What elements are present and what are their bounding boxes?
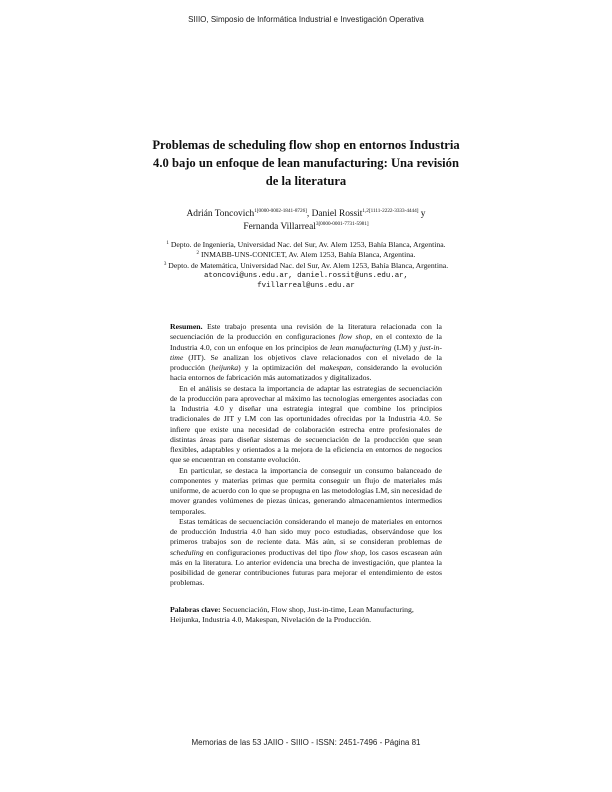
abstract-text: en configuraciones productivas del tipo [203, 547, 335, 557]
affiliation-marker: 3 [163, 261, 167, 267]
abstract-emphasis: makespan [319, 363, 351, 372]
abstract-text: ) y la optimización del [238, 363, 320, 372]
author-name: Daniel Rossit [311, 209, 363, 219]
abstract [170, 322, 442, 589]
affiliation-1 [110, 240, 502, 250]
abstract-emphasis: scheduling [170, 547, 204, 557]
title-line-2: 4.0 bajo un enfoque de lean manufacturing: Una revisión [153, 156, 459, 170]
affiliation-marker: 2 [196, 251, 200, 257]
affiliation-2 [110, 250, 502, 260]
abstract-text: Este trabajo presenta una revisión de la literatura relacionada con la secuenciación de la producción en configuraciones [170, 322, 442, 342]
abstract-paragraph-2: En el análisis se destaca la importancia de adaptar las estrategias de secuenciación de la producción para aprovechar al máximo las tecnologías emergentes asociadas con la Industria 4.0 y diseñar una estrategia integral que combine los principios tradicionales de JIT y LM con las oportunidades ofrecidas por la Industria 4.0. Se infiere que existe una necesidad de colaboración estrecha entre profesionales de distintas áreas para diseñar sistemas de secuenciación de la producción que sean flexibles, adaptables y orientados a la mejora de la eficiencia en entornos de negocios que se encuentran en constante evolución. [170, 383, 442, 465]
author-orcid: 1,2[1111-2222-3333-4444] [362, 208, 419, 214]
keywords [170, 605, 442, 626]
keywords-label: Palabras clave: [170, 605, 221, 614]
affiliation-marker: 1 [166, 241, 169, 246]
email-line-1: atoncovi@uns.edu.ar, daniel.rossit@uns.edu.ar, [203, 271, 408, 280]
abstract-emphasis: heijunka [211, 363, 239, 372]
abstract-label: Resumen. [170, 322, 203, 331]
author-name: Adrián Toncovich [186, 209, 255, 219]
paper-title [120, 136, 492, 190]
abstract-emphasis: lean manufacturing [330, 342, 392, 352]
title-line-3: de la literatura [265, 174, 347, 188]
abstract-emphasis: flow shop [334, 547, 366, 557]
title-line-1: Problemas de scheduling flow shop en entornos Industria [152, 138, 460, 152]
abstract-text: (JIT). Se analizan los objetivos clave relacionados con el nivelado de la producción ( [170, 352, 442, 372]
abstract-paragraph-1 [170, 322, 442, 384]
affiliation-text: INMABB-UNS-CONICET, Av. Alem 1253, Bahía Blanca, Argentina. [199, 250, 416, 260]
abstract-paragraph-4 [170, 517, 442, 589]
affiliations [110, 240, 502, 291]
abstract-text: , en el contexto de la Industria 4.0, con un enfoque en los principios de [170, 332, 442, 352]
author-orcid: 3[0000-0001-7731-5981] [315, 221, 369, 227]
page-footer: Memorias de las 53 JAIIO - SIIIO - ISSN: 2451-7496 - Página 81 [191, 738, 421, 747]
abstract-emphasis: flow shop [338, 332, 371, 342]
author-line-2 [120, 221, 492, 234]
running-header: SIIIO, Simposio de Informática Industrial e Investigación Operativa [188, 15, 424, 24]
abstract-text: , los casos escasean aún más en la literatura. Lo anterior evidencia una brecha de investigación, que plantea la posibilidad de generar contribuciones futuras para mejorar el entendimiento de estos problemas. [170, 547, 442, 588]
author-separator: y [418, 209, 426, 219]
abstract-text: Estas temáticas de secuenciación considerando el manejo de materiales en entornos de producción Industria 4.0 han sido muy poco estudiadas, observándose que los primeros trabajos son de reciente data. Más aún, si se consideran problemas de [170, 516, 442, 547]
affiliation-text: Depto. de Ingeniería, Universidad Nac. del Sur, Av. Alem 1253, Bahía Blanca, Argentina. [168, 240, 446, 249]
author-orcid: 1[0000-0002-1841-8726] [254, 208, 307, 214]
email-line-2: fvillarreal@uns.edu.ar [257, 282, 355, 291]
author-separator: , [306, 209, 312, 219]
affiliation-text: Depto. de Matemática, Universidad Nac. del Sur, Av. Alem 1253, Bahía Blanca, Argentina. [166, 260, 449, 270]
abstract-text: , considerando la evolución hacia entornos de fabricación más automatizados y digitalizados. [170, 363, 442, 383]
keywords-text: Secuenciación, Flow shop, Just-in-time, Lean Manufacturing, Heijunka, Industria 4.0, Makespan, Nivelación de la Producción. [170, 605, 414, 625]
affiliation-3 [110, 261, 502, 271]
author-line-1 [120, 208, 492, 221]
author-list [120, 208, 492, 234]
abstract-paragraph-3: En particular, se destaca la importancia de conseguir un consumo balanceado de componentes y materias primas que permita conseguir un flujo de materiales más uniforme, de acuerdo con lo que se propugna en las metodologías LM, sin necesidad de mover grandes volúmenes de piezas únicas, generando almacenamientos intermedios temporales. [170, 465, 442, 516]
author-name: Fernanda Villarreal [243, 222, 316, 232]
abstract-emphasis: just-in-time [170, 342, 442, 362]
abstract-text: (LM) y [391, 342, 420, 352]
